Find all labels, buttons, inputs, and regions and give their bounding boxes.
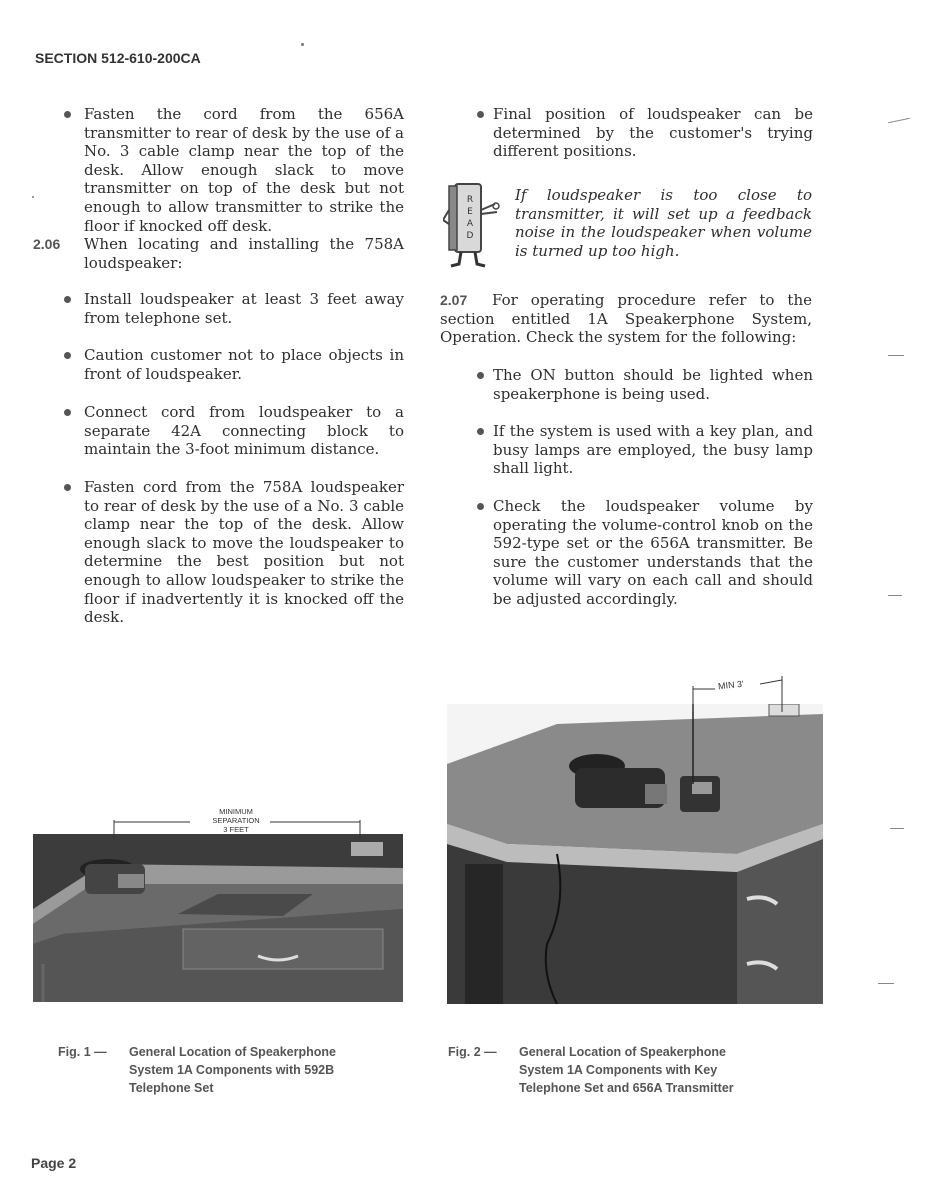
bullet-check-volume: Check the loudspeaker volume by operating the volume-control knob on the 592-type set or the 656A transmitter. Be sure the customer understands that the volume will vary on each call and should be adjusted accordingly. — [493, 497, 813, 608]
read-book-icon — [443, 180, 503, 270]
figure-1-photo — [33, 834, 403, 1002]
figure-2-annotation: MIN 3' — [717, 678, 745, 692]
bullet-dot — [477, 111, 484, 118]
bullet-dot — [477, 372, 484, 379]
bullet-final-position: Final position of loudspeaker can be determined by the customer's trying different positions. — [493, 105, 813, 161]
figure-1-caption-label: Fig. 1 — — [58, 1045, 107, 1059]
bullet-dot — [64, 352, 71, 359]
margin-mark — [888, 118, 910, 124]
page-number: Page 2 — [31, 1155, 77, 1171]
bullet-dot — [64, 296, 71, 303]
bullet-connect-cord: Connect cord from loudspeaker to a separate 42A connecting block to maintain the 3-foot minimum distance. — [84, 403, 404, 459]
bullet-dot — [64, 111, 71, 118]
bullet-fasten-loudspeaker-cord: Fasten cord from the 758A loudspeaker to rear of desk by the use of a No. 3 cable clamp near the top of the desk. Allow enough slack to move the loudspeaker to determine the best position but not enough to allow loudspeaker to strike the floor if inadvertently it is knocked off the desk. — [84, 478, 404, 627]
paragraph-number-2-06: 2.06 — [33, 236, 61, 252]
caption-line: Telephone Set — [129, 1081, 214, 1095]
bullet-dot — [477, 503, 484, 510]
margin-mark — [890, 828, 904, 829]
figure-1-annotation — [192, 807, 280, 834]
caption-line: Telephone Set and 656A Transmitter — [519, 1081, 734, 1095]
paragraph-number-2-07: 2.07 — [440, 292, 468, 308]
section-header: SECTION 512-610-200CA — [35, 50, 201, 66]
bullet-dot — [64, 484, 71, 491]
caption-line: General Location of Speakerphone — [519, 1045, 726, 1059]
annotation-line: MINIMUM — [219, 807, 253, 816]
margin-mark — [878, 983, 894, 984]
margin-mark — [888, 595, 902, 596]
read-icon-label: READ — [466, 195, 474, 241]
bullet-caution-customer: Caution customer not to place objects in front of loudspeaker. — [84, 346, 404, 383]
figure-2-photo — [447, 704, 823, 1004]
bullet-install-loudspeaker: Install loudspeaker at least 3 feet away from telephone set. — [84, 290, 404, 327]
bullet-on-button: The ON button should be lighted when speakerphone is being used. — [493, 366, 813, 403]
paragraph-2-07-text: For operating procedure refer to the section entitled 1A Speakerphone System, Operation. Check the system for the following: — [440, 291, 812, 347]
bullet-dot — [64, 409, 71, 416]
margin-mark — [888, 355, 904, 356]
paragraph-2-06-text: When locating and installing the 758A loudspeaker: — [84, 235, 404, 272]
bullet-fasten-transmitter-cord: Fasten the cord from the 656A transmitter to rear of desk by the use of a No. 3 cable clamp near the top of the desk. Allow enough slack to move transmitter on top of the desk but not enough to allow transmitter to strike the floor if knocked off desk. — [84, 105, 404, 235]
annotation-line: 3 FEET — [223, 825, 249, 834]
scan-speck — [301, 43, 304, 46]
caption-line: System 1A Components with 592B — [129, 1063, 335, 1077]
caption-line: System 1A Components with Key — [519, 1063, 718, 1077]
read-note-text: If loudspeaker is too close to transmitter, it will set up a feedback noise in the loudspeaker when volume is turned up too high. — [515, 186, 812, 260]
bullet-key-plan: If the system is used with a key plan, and busy lamps are employed, the busy lamp shall light. — [493, 422, 813, 478]
figure-2-caption — [519, 1043, 809, 1097]
bullet-dot — [477, 428, 484, 435]
caption-line: General Location of Speakerphone — [129, 1045, 336, 1059]
scan-speck — [32, 196, 34, 198]
figure-1-caption — [129, 1043, 409, 1097]
figure-2-caption-label: Fig. 2 — — [448, 1045, 497, 1059]
annotation-line: SEPARATION — [212, 816, 260, 825]
